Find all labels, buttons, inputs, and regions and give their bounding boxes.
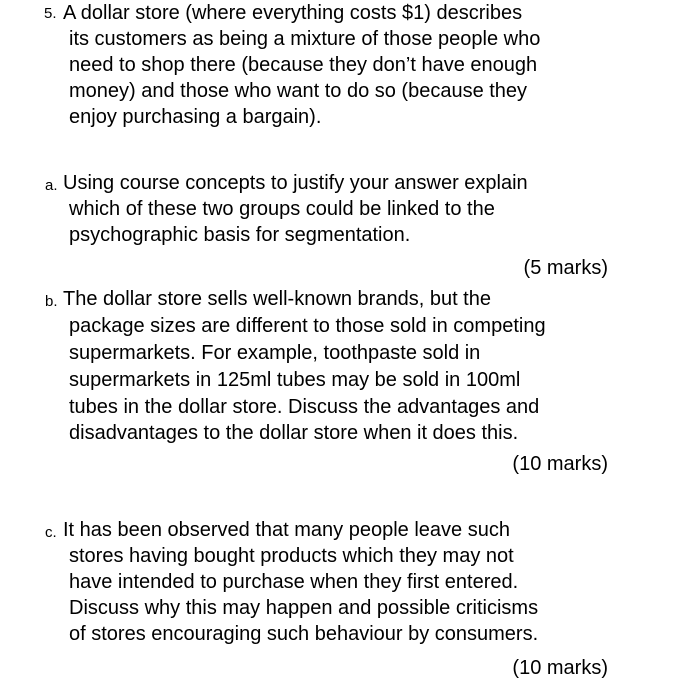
part-text-line: It has been observed that many people leave such [63,519,510,541]
part-text-line: stores having bought products which they may not [69,545,514,567]
part-text-line: supermarkets. For example, toothpaste sold in [69,342,481,364]
part-text-line: disadvantages to the dollar store when it does this. [69,422,519,444]
part-text-line: package sizes are different to those sold in competing [69,315,546,337]
question-text-line: its customers as being a mixture of those people who [69,28,541,50]
part-text-line: psychographic basis for segmentation. [69,224,411,246]
part-label: c. [45,524,57,541]
question-text-line: enjoy purchasing a bargain). [69,106,322,128]
part-text-line: supermarkets in 125ml tubes may be sold in 100ml [69,369,521,391]
marks-label: (10 marks) [512,657,608,679]
question-text-line: money) and those who want to do so (because they [69,80,528,102]
part-text-line: Using course concepts to justify your answer explain [63,172,528,194]
part-text-line: tubes in the dollar store. Discuss the advantages and [69,396,540,418]
part-text-line: have intended to purchase when they first entered. [69,571,519,593]
part-label: a. [45,177,58,194]
part-text-line: which of these two groups could be linked to the [69,198,495,220]
part-text-line: Discuss why this may happen and possible criticisms [69,597,539,619]
part-text-line: of stores encouraging such behaviour by consumers. [69,623,539,645]
question-text-line: A dollar store (where everything costs $1) describes [63,2,523,24]
marks-label: (10 marks) [512,453,608,475]
question-number: 5. [44,5,57,22]
part-text-line: The dollar store sells well-known brands, but the [63,288,491,310]
marks-label: (5 marks) [523,257,608,279]
part-label: b. [45,293,58,310]
question-text-line: need to shop there (because they don’t have enough [69,54,538,76]
